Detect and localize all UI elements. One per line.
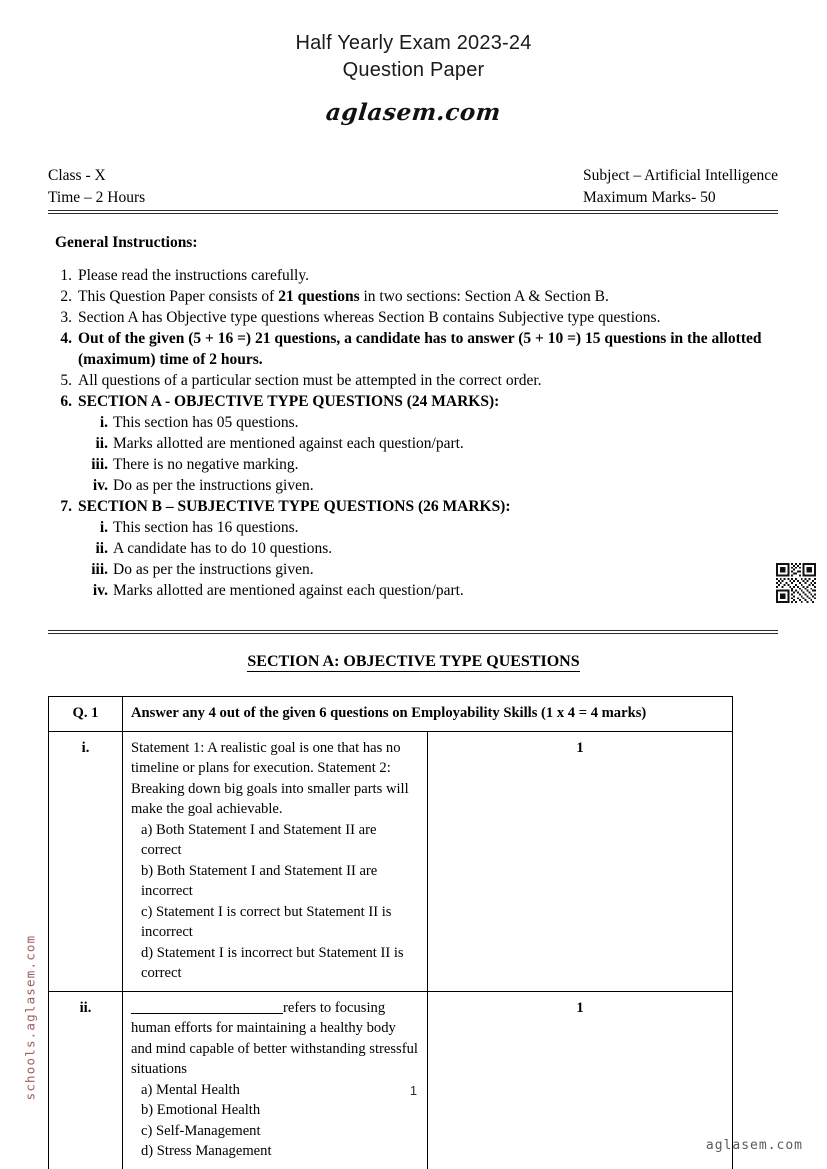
instruction-item: [50, 391, 770, 412]
subinstruction-text: Do as per the instructions given.: [113, 477, 314, 494]
table-row: [49, 731, 733, 991]
subinstruction-item: [50, 454, 770, 475]
header-divider-rule: [48, 210, 778, 214]
qr-code-icon: [774, 563, 818, 603]
row-number-cell: ii.: [49, 991, 123, 1169]
general-instructions-title: General Instructions:: [55, 234, 198, 251]
objective-questions-table: [48, 696, 733, 1169]
question-stem: Statement 1: A realistic goal is one that has no timeline or plans for execution. Statement 2: Breaking down big goals into smaller parts will make the goal achievable.: [131, 739, 409, 817]
row-content-cell: [123, 991, 428, 1169]
section-a-subinstructions: [50, 412, 770, 496]
fill-in-the-blank-line: [131, 1013, 283, 1014]
footer-brand-watermark: aglasem.com: [705, 1138, 803, 1153]
instruction-text: SECTION A - OBJECTIVE TYPE QUESTIONS (24 MARKS):: [78, 393, 500, 410]
maximum-marks-label: Maximum Marks- 50: [583, 189, 716, 206]
section-divider-rule: [48, 630, 778, 634]
question-prompt-cell: Answer any 4 out of the given 6 questions on Employability Skills (1 x 4 = 4 marks): [123, 697, 733, 732]
instruction-emphasis: 21 questions: [278, 288, 360, 305]
question-stem-with-blank: [131, 998, 419, 1080]
subinstruction-item: [50, 580, 770, 601]
subinstruction-number: iv.: [92, 477, 108, 494]
option-item: d) Statement I is incorrect but Statement II is correct: [141, 944, 404, 981]
subinstruction-text: Marks allotted are mentioned against each question/part.: [113, 582, 464, 599]
instruction-item: [50, 265, 770, 286]
instruction-item: [50, 496, 770, 517]
document-header: [0, 30, 827, 126]
subinstruction-number: i.: [99, 519, 108, 536]
subinstruction-text: There is no negative marking.: [113, 456, 299, 473]
subinstruction-number: ii.: [95, 435, 108, 452]
instruction-number: 4.: [60, 330, 72, 347]
subinstruction-text: This section has 05 questions.: [113, 414, 299, 431]
table-header-row: [49, 697, 733, 732]
instruction-text: Please read the instructions carefully.: [78, 267, 309, 284]
exam-meta-right: [583, 165, 778, 209]
instruction-text: This Question Paper consists of 21 questions in two sections: Section A & Section B.: [78, 288, 609, 305]
subinstruction-text: Do as per the instructions given.: [113, 561, 314, 578]
option-item: a) Both Statement I and Statement II are correct: [141, 821, 377, 858]
instruction-text: All questions of a particular section must be attempted in the correct order.: [78, 372, 542, 389]
option-item: b) Emotional Health: [141, 1102, 261, 1118]
table-row: [49, 991, 733, 1169]
general-instructions-list: [50, 265, 770, 601]
subject-label: Subject – Artificial Intelligence: [583, 167, 778, 184]
row-number-cell: i.: [49, 731, 123, 991]
option-item: d) Stress Management: [141, 1143, 272, 1159]
instruction-item: [50, 370, 770, 391]
instruction-number: 3.: [60, 309, 72, 326]
question-label-cell: Q. 1: [49, 697, 123, 732]
exam-meta-left: [48, 165, 145, 209]
class-label: Class - X: [48, 167, 106, 184]
marks-cell: 1: [428, 731, 733, 991]
subinstruction-number: ii.: [95, 540, 108, 557]
exam-title-line-2: Question Paper: [342, 59, 485, 81]
question-stem: refers to focusing human efforts for maintaining a healthy body and mind capable of better withstanding stressful situations: [131, 999, 418, 1077]
marks-cell: 1: [428, 991, 733, 1169]
instruction-item: [50, 328, 770, 370]
subinstruction-item: [50, 517, 770, 538]
exam-meta-block: [48, 165, 778, 209]
instruction-text: Out of the given (5 + 16 =) 21 questions, a candidate has to answer (5 + 10 =) 15 questions in the allotted (maximum) time of 2 hours.: [78, 330, 762, 368]
subinstruction-item: [50, 433, 770, 454]
instruction-text: Section A has Objective type questions whereas Section B contains Subjective type questions.: [78, 309, 661, 326]
subinstruction-text: Marks allotted are mentioned against each question/part.: [113, 435, 464, 452]
subinstruction-number: iv.: [92, 582, 108, 599]
subinstruction-number: iii.: [91, 456, 108, 473]
option-item: b) Both Statement I and Statement II are incorrect: [141, 862, 378, 899]
option-item: c) Statement I is correct but Statement II is incorrect: [141, 903, 392, 940]
time-label: Time – 2 Hours: [48, 189, 146, 206]
subinstruction-item: [50, 475, 770, 496]
section-a-heading: [0, 653, 827, 671]
subinstruction-number: iii.: [91, 561, 108, 578]
side-brand-watermark: schools.aglasem.com: [22, 934, 38, 1101]
brand-logo-text: aglasem.com: [324, 99, 503, 126]
subinstruction-item: [50, 412, 770, 433]
instruction-number: 6.: [60, 393, 72, 410]
instruction-text: SECTION B – SUBJECTIVE TYPE QUESTIONS (26 MARKS):: [78, 498, 511, 515]
subinstruction-item: [50, 559, 770, 580]
subinstruction-number: i.: [99, 414, 108, 431]
option-item: c) Self-Management: [141, 1122, 261, 1139]
instruction-item: [50, 307, 770, 328]
page-number: 1: [409, 1083, 418, 1098]
instruction-number: 1.: [60, 267, 72, 284]
row-content-cell: [123, 731, 428, 991]
subinstruction-text: This section has 16 questions.: [113, 519, 299, 536]
instruction-number: 2.: [60, 288, 72, 305]
instruction-item: [50, 286, 770, 307]
subinstruction-item: [50, 538, 770, 559]
option-item: a) Mental Health: [141, 1081, 240, 1098]
instruction-number: 5.: [60, 372, 72, 389]
exam-title-line-1: Half Yearly Exam 2023-24: [295, 32, 532, 54]
section-a-heading-text: SECTION A: OBJECTIVE TYPE QUESTIONS: [247, 653, 580, 670]
subinstruction-text: A candidate has to do 10 questions.: [113, 540, 333, 557]
section-b-subinstructions: [50, 517, 770, 601]
instruction-number: 7.: [60, 498, 72, 515]
